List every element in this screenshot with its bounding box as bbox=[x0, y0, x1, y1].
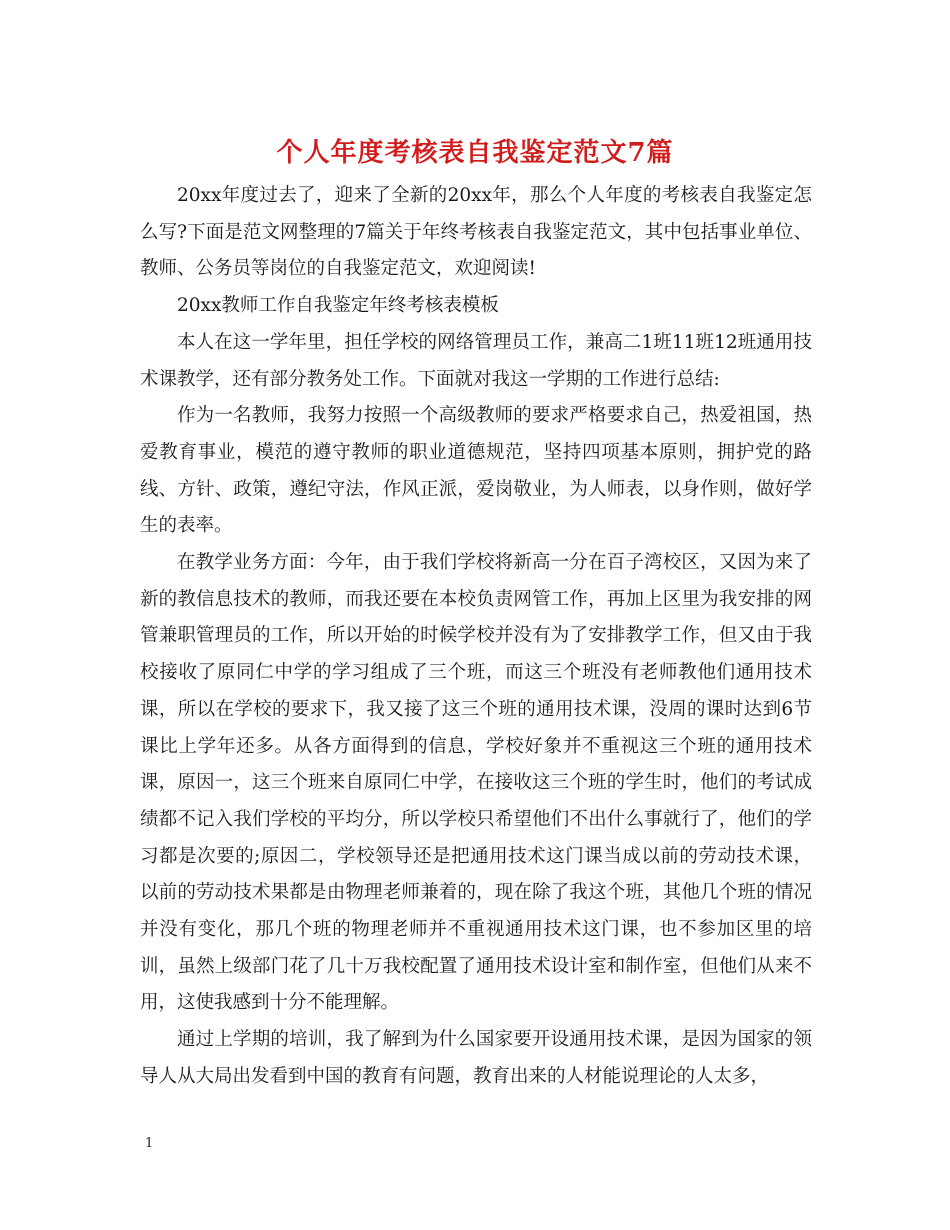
body-paragraph: 作为一名教师，我努力按照一个高级教师的要求严格要求自己，热爱祖国，热爱教育事业，模范的遵守教师的职业道德规范，坚持四项基本原则，拥护党的路线、方针、政策，遵纪守法，作风正派，爱岗敬业，为人师表，以身作则，做好学生的表率。 bbox=[140, 405, 812, 537]
body-paragraph: 在教学业务方面：今年，由于我们学校将新高一分在百子湾校区，又因为来了新的教信息技术的教师，而我还要在本校负责网管工作，再加上区里为我安排的网管兼职管理员的工作，所以开始的时候学校并没有为了安排教学工作，但又由于我校接收了原同仁中学的学习组成了三个班，而这三个班没有老师教他们通用技术课，所以在学校的要求下，我又接了这三个班的通用技术课，没周的课时达到6节课比上学年还多。从各方面得到的信息，学校好象并不重视这三个班的通用技术课，原因一，这三个班来自原同仁中学，在接收这三个班的学生时，他们的考试成绩都不记入我们学校的平均分，所以学校只希望他们不出什么事就行了，他们的学习都是次要的;原因二，学校领导还是把通用技术这门课当成以前的劳动技术课，以前的劳动技术果都是由物理老师兼着的，现在除了我这个班，其他几个班的情况并没有变化，那几个班的物理老师并不重视通用技术这门课，也不参加区里的培训，虽然上级部门花了几十万我校配置了通用技术设计室和制作室，但他们从来不用，这使我感到十分不能理解。 bbox=[140, 552, 812, 1014]
document-title: 个人年度考核表自我鉴定范文7篇 bbox=[276, 138, 674, 168]
intro-paragraph: 20xx年度过去了，迎来了全新的20xx年，那么个人年度的考核表自我鉴定怎么写?下面是范文网整理的7篇关于年终考核表自我鉴定范文，其中包括事业单位、教师、公务员等岗位的自我鉴定范文，欢迎阅读! bbox=[140, 185, 812, 280]
body-paragraph: 本人在这一学年里，担任学校的网络管理员工作，兼高二1班11班12班通用技术课教学，还有部分教务处工作。下面就对我这一学期的工作进行总结: bbox=[140, 331, 812, 390]
page-number: 1 bbox=[145, 1136, 154, 1151]
section-heading: 20xx教师工作自我鉴定年终考核表模板 bbox=[177, 295, 499, 317]
body-paragraph: 通过上学期的培训，我了解到为什么国家要开设通用技术课，是因为国家的领导人从大局出发看到中国的教育有问题，教育出来的人材能说理论的人太多， bbox=[140, 1029, 812, 1087]
document-body bbox=[140, 178, 812, 1096]
